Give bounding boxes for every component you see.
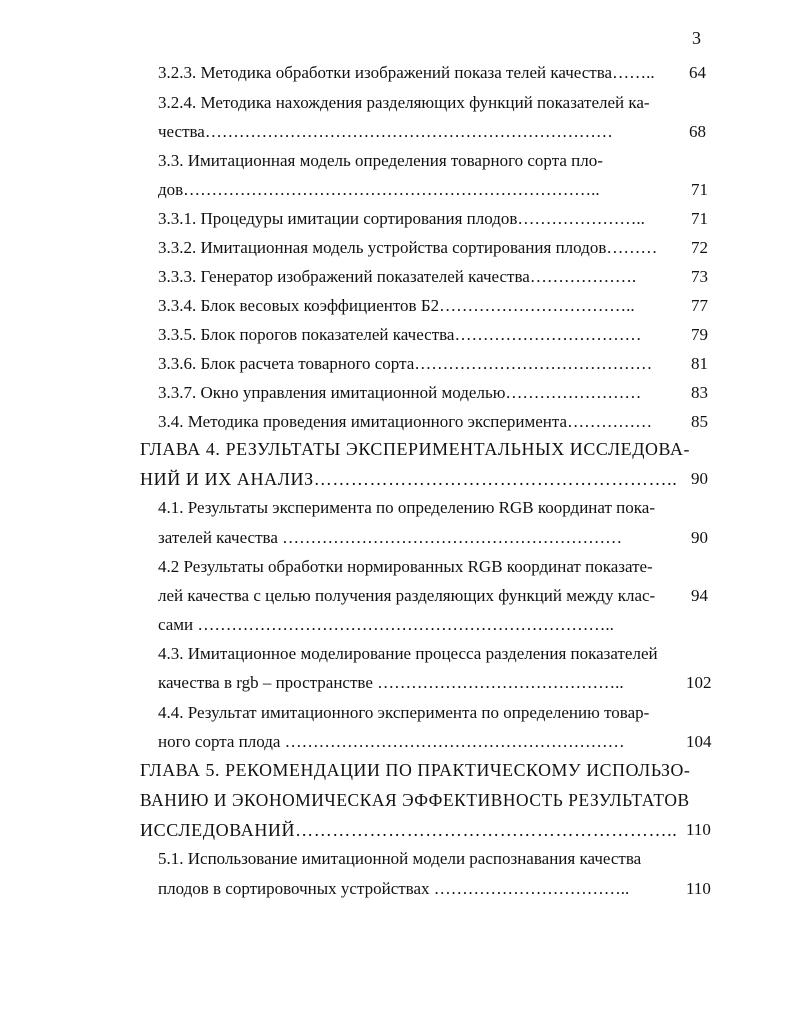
toc-page-chapter-5: 110 (686, 820, 711, 839)
toc-page-3-3-3: 73 (691, 267, 708, 286)
toc-entry-4-1: 4.1. Результаты эксперимента по определению RGB координат пока- (158, 498, 655, 517)
toc-entry-4-2-cont: лей качества с целью получения разделяющих функций между клас- (158, 586, 656, 605)
toc-entry-3-2-3: 3.2.3. Методика обработки изображений показа телей качества…….. (158, 63, 655, 82)
toc-page-3-3-5: 79 (691, 325, 708, 344)
toc-page-chapter-4: 90 (691, 469, 708, 488)
page-number: 3 (692, 28, 701, 48)
toc-entry-5-1-cont: плодов в сортировочных устройствах …………………………….. (158, 879, 630, 898)
toc-page-4-2: 94 (691, 586, 708, 605)
toc-page-4-1: 90 (691, 528, 708, 547)
toc-entry-3-3-5: 3.3.5. Блок порогов показателей качества…………………………… (158, 325, 642, 344)
toc-chapter-5: ГЛАВА 5. РЕКОМЕНДАЦИИ ПО ПРАКТИЧЕСКОМУ ИСПОЛЬЗО- (140, 760, 691, 780)
toc-entry-3-2-4: 3.2.4. Методика нахождения разделяющих функций показателей ка- (158, 93, 650, 112)
toc-page-3-3-7: 83 (691, 383, 708, 402)
toc-page-3-2-4: 68 (689, 122, 706, 141)
toc-page-3-2-3: 64 (689, 63, 706, 82)
toc-entry-3-3-2: 3.3.2. Имитационная модель устройства сортирования плодов……… (158, 238, 658, 257)
toc-entry-4-3: 4.3. Имитационное моделирование процесса разделения показателей (158, 644, 658, 663)
toc-entry-3-3-7: 3.3.7. Окно управления имитационной моделью…………………… (158, 383, 642, 402)
toc-page-5-1: 110 (686, 879, 711, 898)
toc-entry-4-4: 4.4. Результат имитационного эксперимента по определению товар- (158, 703, 650, 722)
toc-page-3-3: 71 (691, 180, 708, 199)
toc-entry-4-3-cont: качества в rgb – пространстве …………………………………….. (158, 673, 624, 692)
toc-entry-4-4-cont: ного сорта плода …………………………………………………… (158, 732, 625, 751)
toc-entry-3-3-3: 3.3.3. Генератор изображений показателей качества………………. (158, 267, 637, 286)
toc-chapter-4: ГЛАВА 4. РЕЗУЛЬТАТЫ ЭКСПЕРИМЕНТАЛЬНЫХ ИССЛЕДОВА- (140, 439, 691, 459)
toc-entry-3-4: 3.4. Методика проведения имитационного эксперимента…………… (158, 412, 653, 431)
toc-page-3-3-4: 77 (691, 296, 708, 315)
toc-chapter-5-cont2: ИССЛЕДОВАНИЙ…………………………………………………….. (140, 820, 678, 840)
toc-entry-4-2: 4.2 Результаты обработки нормированных RGB координат показате- (158, 557, 653, 576)
toc-page-3-4: 85 (691, 412, 708, 431)
toc-page-4-4: 104 (686, 732, 712, 751)
toc-entry-4-1-cont: зателей качества …………………………………………………… (158, 528, 623, 547)
toc-entry-3-3-6: 3.3.6. Блок расчета товарного сорта…………………………………… (158, 354, 653, 373)
toc-entry-3-3-cont: дов……………………………………………………………….. (158, 180, 600, 199)
toc-chapter-4-cont: НИЙ И ИХ АНАЛИЗ………………………………………………….. (140, 469, 678, 489)
toc-entry-4-2-cont2: сами ……………………………………………………………….. (158, 615, 614, 634)
toc-chapter-5-cont: ВАНИЮ И ЭКОНОМИЧЕСКАЯ ЭФФЕКТИВНОСТЬ РЕЗУЛЬТАТОВ (140, 790, 690, 810)
toc-entry-3-3: 3.3. Имитационная модель определения товарного сорта пло- (158, 151, 603, 170)
toc-page-4-3: 102 (686, 673, 712, 692)
toc-entry-3-3-1: 3.3.1. Процедуры имитации сортирования плодов………………….. (158, 209, 645, 228)
toc-page-3-3-1: 71 (691, 209, 708, 228)
toc-page-3-3-2: 72 (691, 238, 708, 257)
toc-page-3-3-6: 81 (691, 354, 708, 373)
toc-entry-3-2-4-cont: чества……………………………………………………………… (158, 122, 613, 141)
toc-entry-3-3-4: 3.3.4. Блок весовых коэффициентов Б2…………………………….. (158, 296, 635, 315)
toc-entry-5-1: 5.1. Использование имитационной модели распознавания качества (158, 849, 642, 868)
